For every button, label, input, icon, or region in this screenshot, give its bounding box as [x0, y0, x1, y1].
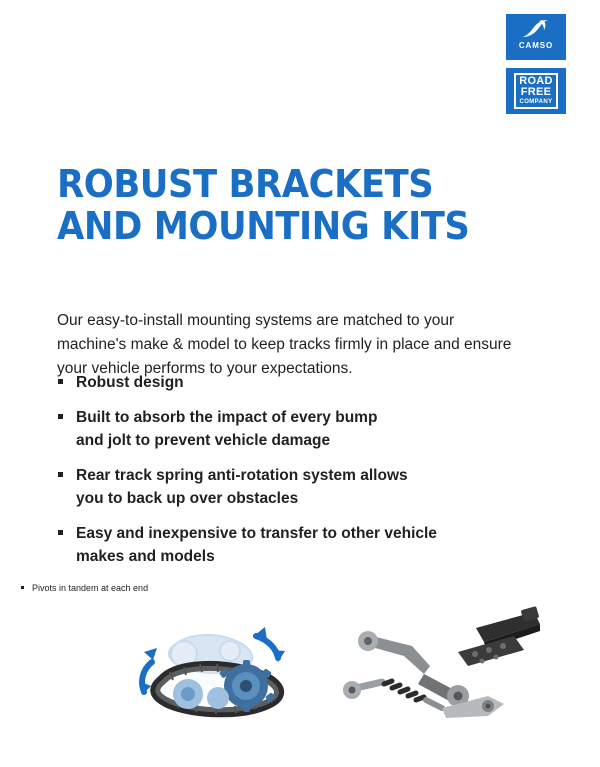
- road-free-company-badge: [506, 68, 566, 114]
- intro-paragraph: Our easy-to-install mounting systems are matched to your machine's make & model to keep tracks firmly in place and ensure your vehicle performs to your expectations.: [57, 311, 512, 377]
- footnote: Pivots in tandem at each end: [20, 582, 432, 594]
- brand-logo-block: [506, 14, 566, 114]
- page-title-line-2: AND MOUNTING KITS: [57, 204, 470, 249]
- bullet-line: you to back up over obstacles: [76, 490, 299, 507]
- badge-line-road: ROAD: [519, 75, 553, 87]
- bullet-line: Robust design: [76, 374, 184, 391]
- bullet-line: and jolt to prevent vehicle damage: [76, 432, 331, 449]
- camso-wordmark: CAMSO: [518, 41, 554, 50]
- list-item: [57, 522, 527, 568]
- badge-line-free: FREE: [520, 86, 552, 98]
- feature-bullet-list: [57, 371, 527, 580]
- bullet-line: Easy and inexpensive to transfer to other vehicle: [76, 525, 437, 542]
- camso-logo: [506, 14, 566, 60]
- bullet-line: Built to absorb the impact of every bump: [76, 409, 378, 426]
- bullet-line: Rear track spring anti-rotation system allows: [76, 467, 408, 484]
- list-item: [57, 371, 527, 394]
- rubber-track-photo: [118, 610, 328, 730]
- product-imagery: [0, 595, 600, 735]
- page-title-line-1: ROBUST BRACKETS: [57, 162, 434, 207]
- list-item: [57, 464, 527, 510]
- page-title: [57, 163, 494, 247]
- camso-swoosh-icon: [521, 18, 551, 40]
- list-item: [57, 406, 527, 452]
- badge-line-company: COMPANY: [519, 99, 553, 105]
- bullet-line: makes and models: [76, 548, 215, 565]
- mounting-brackets-photo: [338, 600, 548, 725]
